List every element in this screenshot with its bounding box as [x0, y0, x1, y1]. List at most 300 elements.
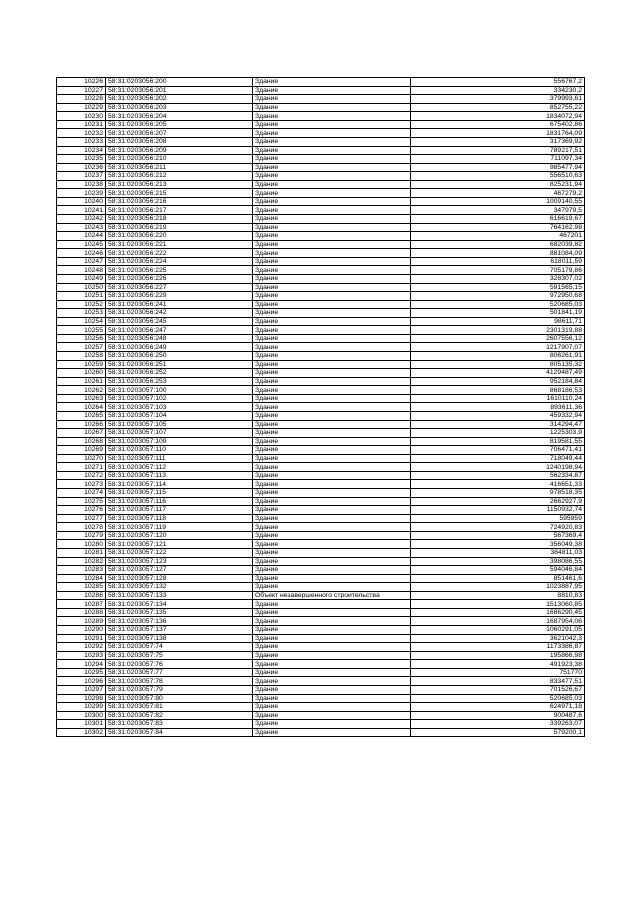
cadastral-number-cell: 58:31:0203057:110 — [106, 446, 253, 455]
row-number-cell: 10245 — [57, 240, 106, 249]
cadastral-number-cell: 58:31:0203056:249 — [106, 343, 253, 352]
table-row — [57, 240, 585, 249]
cadastral-number-cell: 58:31:0203056:218 — [106, 215, 253, 224]
object-type-cell: Здание — [253, 411, 411, 420]
cadastral-number-cell: 58:31:0203056:222 — [106, 249, 253, 258]
table-row — [57, 129, 585, 138]
table-row — [57, 120, 585, 129]
row-number-cell: 10278 — [57, 523, 106, 532]
cadastral-number-cell: 58:31:0203057:114 — [106, 480, 253, 489]
row-number-cell: 10281 — [57, 548, 106, 557]
cadastral-value-cell: 459332,94 — [411, 411, 585, 420]
cadastral-value-cell: 1150932,74 — [411, 506, 585, 515]
table-row — [57, 386, 585, 395]
table-row — [57, 257, 585, 266]
cadastral-value-cell: 384811,03 — [411, 548, 585, 557]
row-number-cell: 10263 — [57, 394, 106, 403]
object-type-cell: Здание — [253, 429, 411, 438]
cadastral-number-cell: 58:31:0203057:81 — [106, 703, 253, 712]
object-type-cell: Здание — [253, 137, 411, 146]
table-row — [57, 531, 585, 540]
table-row — [57, 163, 585, 172]
cadastral-number-cell: 58:31:0203056:219 — [106, 223, 253, 232]
cadastral-value-cell: 900487,6 — [411, 711, 585, 720]
cadastral-number-cell: 58:31:0203056:247 — [106, 326, 253, 335]
cadastral-number-cell: 58:31:0203057:78 — [106, 677, 253, 686]
object-type-cell: Здание — [253, 694, 411, 703]
cadastral-number-cell: 58:31:0203057:115 — [106, 489, 253, 498]
cadastral-value-cell: 398086,55 — [411, 557, 585, 566]
table-row — [57, 617, 585, 626]
table-row — [57, 146, 585, 155]
object-type-cell: Здание — [253, 677, 411, 686]
table-row — [57, 197, 585, 206]
object-type-cell: Здание — [253, 394, 411, 403]
row-number-cell: 10271 — [57, 463, 106, 472]
object-type-cell: Здание — [253, 617, 411, 626]
object-type-cell: Здание — [253, 112, 411, 121]
row-number-cell: 10244 — [57, 232, 106, 241]
row-number-cell: 10237 — [57, 172, 106, 181]
cadastral-value-cell: 501841,19 — [411, 309, 585, 318]
row-number-cell: 10288 — [57, 608, 106, 617]
cadastral-value-cell: 868186,53 — [411, 386, 585, 395]
table-row — [57, 360, 585, 369]
cadastral-number-cell: 58:31:0203057:109 — [106, 437, 253, 446]
cadastral-number-cell: 58:31:0203056:201 — [106, 86, 253, 95]
row-number-cell: 10301 — [57, 720, 106, 729]
row-number-cell: 10291 — [57, 634, 106, 643]
cadastral-value-cell: 624971,18 — [411, 703, 585, 712]
cadastral-number-cell: 58:31:0203056:248 — [106, 334, 253, 343]
table-row — [57, 711, 585, 720]
object-type-cell: Здание — [253, 206, 411, 215]
object-type-cell: Здание — [253, 292, 411, 301]
row-number-cell: 10257 — [57, 343, 106, 352]
cadastral-number-cell: 58:31:0203056:200 — [106, 78, 253, 87]
cadastral-value-cell: 616619,67 — [411, 215, 585, 224]
row-number-cell: 10275 — [57, 497, 106, 506]
table-row — [57, 703, 585, 712]
cadastral-value-cell: 881084,09 — [411, 249, 585, 258]
object-type-cell: Здание — [253, 489, 411, 498]
table-row — [57, 103, 585, 112]
cadastral-number-cell: 58:31:0203056:252 — [106, 369, 253, 378]
cadastral-value-cell: 701526,67 — [411, 685, 585, 694]
row-number-cell: 10265 — [57, 411, 106, 420]
cadastral-value-cell: 706471,41 — [411, 446, 585, 455]
cadastral-number-cell: 58:31:0203057:79 — [106, 685, 253, 694]
object-type-cell: Здание — [253, 232, 411, 241]
object-type-cell: Здание — [253, 634, 411, 643]
table-row — [57, 454, 585, 463]
cadastral-value-cell: 334230,2 — [411, 86, 585, 95]
table-row — [57, 266, 585, 275]
object-type-cell: Здание — [253, 189, 411, 198]
object-type-cell: Здание — [253, 386, 411, 395]
row-number-cell: 10302 — [57, 728, 106, 737]
object-type-cell: Здание — [253, 257, 411, 266]
cadastral-number-cell: 58:31:0203057:128 — [106, 574, 253, 583]
table-row — [57, 137, 585, 146]
table-row — [57, 668, 585, 677]
object-type-cell: Здание — [253, 566, 411, 575]
cadastral-value-cell: 833477,51 — [411, 677, 585, 686]
cadastral-number-cell: 58:31:0203056:213 — [106, 180, 253, 189]
row-number-cell: 10266 — [57, 420, 106, 429]
row-number-cell: 10231 — [57, 120, 106, 129]
row-number-cell: 10282 — [57, 557, 106, 566]
object-type-cell: Здание — [253, 583, 411, 592]
row-number-cell: 10268 — [57, 437, 106, 446]
cadastral-number-cell: 58:31:0203056:220 — [106, 232, 253, 241]
cadastral-value-cell: 556767,2 — [411, 78, 585, 87]
cadastral-value-cell: 724920,83 — [411, 523, 585, 532]
object-type-cell: Здание — [253, 78, 411, 87]
table-row — [57, 232, 585, 241]
table-row — [57, 283, 585, 292]
cadastral-value-cell: 675402,86 — [411, 120, 585, 129]
cadastral-number-cell: 58:31:0203057:117 — [106, 506, 253, 515]
cadastral-value-cell: 579200,1 — [411, 728, 585, 737]
table-row — [57, 728, 585, 737]
table-row — [57, 411, 585, 420]
cadastral-value-cell: 314294,47 — [411, 420, 585, 429]
cadastral-number-cell: 58:31:0203057:133 — [106, 591, 253, 600]
table-row — [57, 429, 585, 438]
object-type-cell: Здание — [253, 377, 411, 386]
cadastral-value-cell: 1610110,24 — [411, 394, 585, 403]
table-row — [57, 497, 585, 506]
table-row — [57, 446, 585, 455]
object-type-cell: Здание — [253, 215, 411, 224]
table-row — [57, 566, 585, 575]
cadastral-value-cell: 618011,59 — [411, 257, 585, 266]
table-row — [57, 292, 585, 301]
row-number-cell: 10247 — [57, 257, 106, 266]
object-type-cell: Здание — [253, 180, 411, 189]
object-type-cell: Здание — [253, 317, 411, 326]
row-number-cell: 10289 — [57, 617, 106, 626]
object-type-cell: Здание — [253, 668, 411, 677]
row-number-cell: 10232 — [57, 129, 106, 138]
cadastral-value-cell: 972950,68 — [411, 292, 585, 301]
table-row — [57, 334, 585, 343]
cadastral-number-cell: 58:31:0203057:83 — [106, 720, 253, 729]
table-row — [57, 317, 585, 326]
row-number-cell: 10295 — [57, 668, 106, 677]
table-row — [57, 86, 585, 95]
object-type-cell: Здание — [253, 711, 411, 720]
cadastral-number-cell: 58:31:0203057:74 — [106, 643, 253, 652]
row-number-cell: 10292 — [57, 643, 106, 652]
object-type-cell: Здание — [253, 660, 411, 669]
cadastral-value-cell: 556510,63 — [411, 172, 585, 181]
object-type-cell: Здание — [253, 95, 411, 104]
cadastral-value-cell: 591565,15 — [411, 283, 585, 292]
row-number-cell: 10284 — [57, 574, 106, 583]
cadastral-value-cell: 595959 — [411, 514, 585, 523]
cadastral-value-cell: 98611,71 — [411, 317, 585, 326]
cadastral-value-cell: 1686290,45 — [411, 608, 585, 617]
table-row — [57, 309, 585, 318]
object-type-cell: Здание — [253, 600, 411, 609]
cadastral-value-cell: 1225303,9 — [411, 429, 585, 438]
cadastral-value-cell: 1687954,06 — [411, 617, 585, 626]
cadastral-value-cell: 764162,98 — [411, 223, 585, 232]
table-row — [57, 172, 585, 181]
row-number-cell: 10248 — [57, 266, 106, 275]
cadastral-number-cell: 58:31:0203056:210 — [106, 155, 253, 164]
object-type-cell: Здание — [253, 300, 411, 309]
row-number-cell: 10251 — [57, 292, 106, 301]
object-type-cell: Здание — [253, 283, 411, 292]
cadastral-number-cell: 58:31:0203056:202 — [106, 95, 253, 104]
cadastral-value-table — [56, 77, 585, 737]
cadastral-value-cell: 379993,61 — [411, 95, 585, 104]
row-number-cell: 10264 — [57, 403, 106, 412]
cadastral-number-cell: 58:31:0203057:113 — [106, 471, 253, 480]
cadastral-number-cell: 58:31:0203057:104 — [106, 411, 253, 420]
cadastral-number-cell: 58:31:0203056:221 — [106, 240, 253, 249]
cadastral-value-cell: 806261,91 — [411, 352, 585, 361]
object-type-cell: Здание — [253, 454, 411, 463]
object-type-cell: Здание — [253, 471, 411, 480]
table-row — [57, 514, 585, 523]
row-number-cell: 10280 — [57, 540, 106, 549]
row-number-cell: 10277 — [57, 514, 106, 523]
row-number-cell: 10243 — [57, 223, 106, 232]
object-type-cell: Здание — [253, 531, 411, 540]
table-row — [57, 643, 585, 652]
object-type-cell: Здание — [253, 626, 411, 635]
table-row — [57, 215, 585, 224]
table-row — [57, 480, 585, 489]
cadastral-value-cell: 851461,6 — [411, 574, 585, 583]
cadastral-value-cell: 317369,92 — [411, 137, 585, 146]
cadastral-value-cell: 356049,38 — [411, 540, 585, 549]
cadastral-number-cell: 58:31:0203056:242 — [106, 309, 253, 318]
table-row — [57, 223, 585, 232]
cadastral-number-cell: 58:31:0203057:76 — [106, 660, 253, 669]
cadastral-number-cell: 58:31:0203057:127 — [106, 566, 253, 575]
row-number-cell: 10294 — [57, 660, 106, 669]
table-row — [57, 189, 585, 198]
table-row — [57, 249, 585, 258]
cadastral-number-cell: 58:31:0203056:204 — [106, 112, 253, 121]
cadastral-value-cell: 1060291,05 — [411, 626, 585, 635]
object-type-cell: Здание — [253, 506, 411, 515]
row-number-cell: 10238 — [57, 180, 106, 189]
cadastral-value-cell: 1240198,94 — [411, 463, 585, 472]
cadastral-number-cell: 58:31:0203056:241 — [106, 300, 253, 309]
table-row — [57, 694, 585, 703]
object-type-cell: Здание — [253, 728, 411, 737]
cadastral-number-cell: 58:31:0203057:138 — [106, 634, 253, 643]
table-row — [57, 463, 585, 472]
cadastral-number-cell: 58:31:0203057:134 — [106, 600, 253, 609]
cadastral-value-cell: 562334,87 — [411, 471, 585, 480]
row-number-cell: 10228 — [57, 95, 106, 104]
cadastral-number-cell: 58:31:0203057:123 — [106, 557, 253, 566]
object-type-cell: Здание — [253, 403, 411, 412]
cadastral-value-cell: 491923,38 — [411, 660, 585, 669]
cadastral-value-cell: 819581,55 — [411, 437, 585, 446]
row-number-cell: 10253 — [57, 309, 106, 318]
cadastral-number-cell: 58:31:0203057:103 — [106, 403, 253, 412]
cadastral-number-cell: 58:31:0203056:250 — [106, 352, 253, 361]
object-type-cell: Здание — [253, 352, 411, 361]
row-number-cell: 10229 — [57, 103, 106, 112]
object-type-cell: Здание — [253, 172, 411, 181]
cadastral-number-cell: 58:31:0203056:211 — [106, 163, 253, 172]
cadastral-number-cell: 58:31:0203057:100 — [106, 386, 253, 395]
object-type-cell: Объект незавершенного строительства — [253, 591, 411, 600]
cadastral-number-cell: 58:31:0203057:136 — [106, 617, 253, 626]
table-row — [57, 206, 585, 215]
table-row — [57, 112, 585, 121]
table-row — [57, 600, 585, 609]
table-row — [57, 523, 585, 532]
cadastral-value-cell: 467201 — [411, 232, 585, 241]
object-type-cell: Здание — [253, 548, 411, 557]
row-number-cell: 10236 — [57, 163, 106, 172]
row-number-cell: 10274 — [57, 489, 106, 498]
object-type-cell: Здание — [253, 651, 411, 660]
table-row — [57, 403, 585, 412]
row-number-cell: 10276 — [57, 506, 106, 515]
row-number-cell: 10233 — [57, 137, 106, 146]
cadastral-value-cell: 952184,84 — [411, 377, 585, 386]
cadastral-number-cell: 58:31:0203057:118 — [106, 514, 253, 523]
object-type-cell: Здание — [253, 334, 411, 343]
object-type-cell: Здание — [253, 463, 411, 472]
table-row — [57, 377, 585, 386]
cadastral-number-cell: 58:31:0203057:111 — [106, 454, 253, 463]
table-row — [57, 326, 585, 335]
object-type-cell: Здание — [253, 274, 411, 283]
cadastral-value-cell: 339263,07 — [411, 720, 585, 729]
object-type-cell: Здание — [253, 103, 411, 112]
object-type-cell: Здание — [253, 720, 411, 729]
cadastral-number-cell: 58:31:0203057:107 — [106, 429, 253, 438]
row-number-cell: 10297 — [57, 685, 106, 694]
cadastral-value-cell: 467279,2 — [411, 189, 585, 198]
cadastral-value-cell: 682039,82 — [411, 240, 585, 249]
object-type-cell: Здание — [253, 326, 411, 335]
row-number-cell: 10252 — [57, 300, 106, 309]
cadastral-value-cell: 3621042,3 — [411, 634, 585, 643]
cadastral-value-cell: 789217,51 — [411, 146, 585, 155]
row-number-cell: 10279 — [57, 531, 106, 540]
object-type-cell: Здание — [253, 120, 411, 129]
table-row — [57, 95, 585, 104]
table-row — [57, 506, 585, 515]
cadastral-number-cell: 58:31:0203056:205 — [106, 120, 253, 129]
cadastral-number-cell: 58:31:0203056:208 — [106, 137, 253, 146]
object-type-cell: Здание — [253, 240, 411, 249]
row-number-cell: 10240 — [57, 197, 106, 206]
object-type-cell: Здание — [253, 685, 411, 694]
cadastral-value-cell: 2607556,12 — [411, 334, 585, 343]
cadastral-value-cell: 1173386,87 — [411, 643, 585, 652]
cadastral-number-cell: 58:31:0203056:251 — [106, 360, 253, 369]
cadastral-number-cell: 58:31:0203057:105 — [106, 420, 253, 429]
cadastral-number-cell: 58:31:0203056:225 — [106, 266, 253, 275]
row-number-cell: 10235 — [57, 155, 106, 164]
cadastral-value-cell: 2301319,88 — [411, 326, 585, 335]
object-type-cell: Здание — [253, 369, 411, 378]
row-number-cell: 10250 — [57, 283, 106, 292]
cadastral-number-cell: 58:31:0203057:122 — [106, 548, 253, 557]
cadastral-number-cell: 58:31:0203057:75 — [106, 651, 253, 660]
cadastral-number-cell: 58:31:0203057:135 — [106, 608, 253, 617]
cadastral-value-cell: 1009140,55 — [411, 197, 585, 206]
cadastral-value-cell: 347979,5 — [411, 206, 585, 215]
row-number-cell: 10226 — [57, 78, 106, 87]
object-type-cell: Здание — [253, 360, 411, 369]
object-type-cell: Здание — [253, 480, 411, 489]
object-type-cell: Здание — [253, 574, 411, 583]
cadastral-number-cell: 58:31:0203057:116 — [106, 497, 253, 506]
cadastral-value-cell: 1831764,09 — [411, 129, 585, 138]
row-number-cell: 10249 — [57, 274, 106, 283]
table-row — [57, 574, 585, 583]
object-type-cell: Здание — [253, 146, 411, 155]
row-number-cell: 10273 — [57, 480, 106, 489]
cadastral-value-cell: 805135,32 — [411, 360, 585, 369]
row-number-cell: 10285 — [57, 583, 106, 592]
cadastral-value-cell: 567369,4 — [411, 531, 585, 540]
row-number-cell: 10287 — [57, 600, 106, 609]
table-row — [57, 626, 585, 635]
table-row — [57, 471, 585, 480]
table-row — [57, 651, 585, 660]
row-number-cell: 10234 — [57, 146, 106, 155]
table-row — [57, 591, 585, 600]
table-row — [57, 369, 585, 378]
cadastral-number-cell: 58:31:0203057:120 — [106, 531, 253, 540]
object-type-cell: Здание — [253, 437, 411, 446]
cadastral-value-cell: 1513060,85 — [411, 600, 585, 609]
table-row — [57, 180, 585, 189]
cadastral-value-cell: 594046,84 — [411, 566, 585, 575]
table-row — [57, 352, 585, 361]
object-type-cell: Здание — [253, 86, 411, 95]
cadastral-number-cell: 58:31:0203056:227 — [106, 283, 253, 292]
row-number-cell: 10267 — [57, 429, 106, 438]
table-row — [57, 155, 585, 164]
object-type-cell: Здание — [253, 540, 411, 549]
object-type-cell: Здание — [253, 557, 411, 566]
cadastral-value-cell: 718049,44 — [411, 454, 585, 463]
cadastral-value-cell: 1217907,07 — [411, 343, 585, 352]
cadastral-value-cell: 328307,02 — [411, 274, 585, 283]
cadastral-number-cell: 58:31:0203057:102 — [106, 394, 253, 403]
cadastral-value-cell: 825231,94 — [411, 180, 585, 189]
cadastral-number-cell: 58:31:0203056:245 — [106, 317, 253, 326]
object-type-cell: Здание — [253, 266, 411, 275]
object-type-cell: Здание — [253, 129, 411, 138]
table-row — [57, 540, 585, 549]
cadastral-number-cell: 58:31:0203057:80 — [106, 694, 253, 703]
object-type-cell: Здание — [253, 420, 411, 429]
cadastral-value-cell: 852755,22 — [411, 103, 585, 112]
cadastral-number-cell: 58:31:0203057:121 — [106, 540, 253, 549]
cadastral-number-cell: 58:31:0203056:203 — [106, 103, 253, 112]
table-row — [57, 634, 585, 643]
row-number-cell: 10300 — [57, 711, 106, 720]
